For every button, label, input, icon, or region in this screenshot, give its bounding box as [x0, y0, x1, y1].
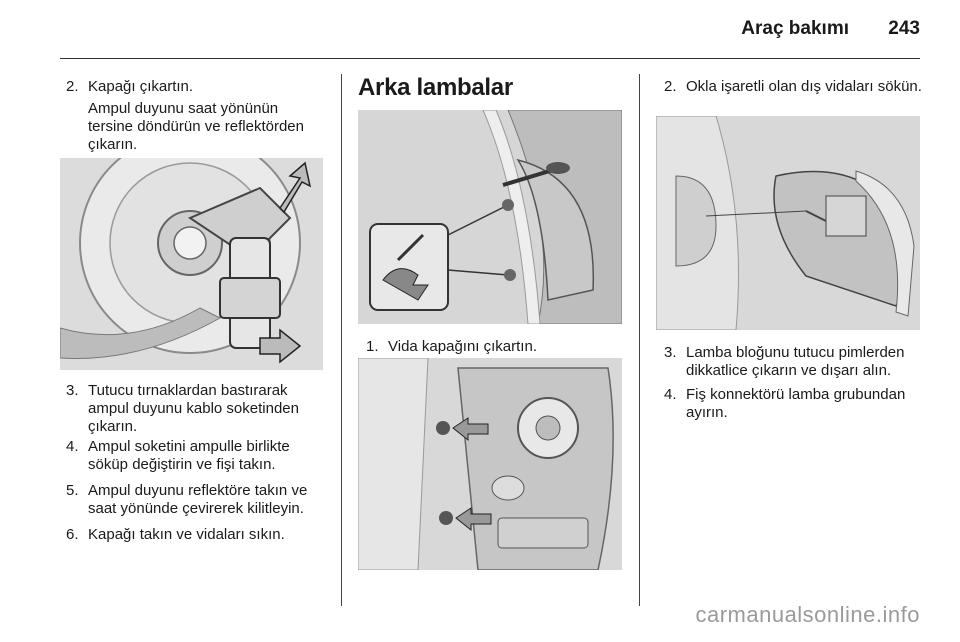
column-divider-1: [341, 74, 342, 606]
page-header: [741, 18, 920, 40]
figure-outer-screws: [358, 358, 622, 570]
step-3: 3. Tutucu tırnaklardan bastırarak ampul duyunu kablo soketinden çıkarın.: [66, 382, 299, 435]
step-4-right: 4. Fiş konnektörü lamba grubundan ayırın.: [664, 386, 906, 421]
step-2-left: 2. Kapağı çıkartın. Ampul duyunu saat yönünün tersine döndürün ve reflektörden çıkarın.: [66, 78, 304, 153]
step-3-right: 3. Lamba bloğunu tutucu pimlerden dikkatlice çıkarın ve dışarı alın.: [664, 344, 905, 379]
figure-lamp-unit: [656, 116, 920, 330]
step-5: 5. Ampul duyunu reflektöre takın ve saat yönünde çevirerek kilitleyin.: [66, 482, 308, 517]
step-4: 4. Ampul soketini ampulle birlikte söküp değiştirin ve fişi takın.: [66, 438, 290, 473]
step-6: 6. Kapağı takın ve vidaları sıkın.: [66, 526, 285, 543]
page-number: 243: [888, 18, 920, 39]
section-title: Arka lambalar: [358, 74, 513, 101]
watermark: carmanualsonline.info: [695, 602, 920, 627]
column-divider-2: [639, 74, 640, 606]
header-rule: [60, 58, 920, 59]
section-title-header: Araç bakımı: [741, 18, 850, 39]
figure-bulb-holder: [60, 158, 323, 370]
figure-screw-cover: [358, 110, 622, 324]
step-2-right: 2. Okla işaretli olan dış vidaları sökün.: [664, 78, 922, 95]
step-1-middle: 1. Vida kapağını çıkartın.: [366, 338, 537, 355]
